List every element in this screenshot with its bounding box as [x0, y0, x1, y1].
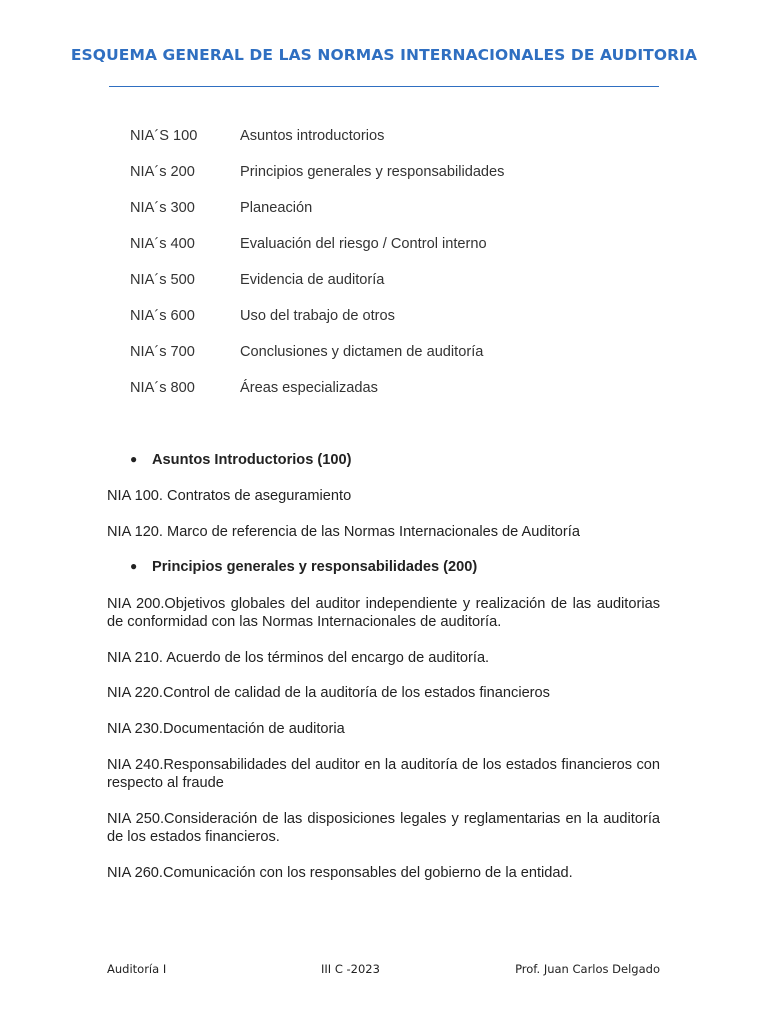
index-label: Evidencia de auditoría: [240, 272, 385, 288]
nia-item: NIA 240.Responsabilidades del auditor en la auditoría de los estados financieros con respecto al fraude: [107, 757, 660, 791]
title-underline: [109, 86, 659, 87]
index-label: Conclusiones y dictamen de auditoría: [240, 344, 484, 360]
nia-item: NIA 200.Objetivos globales del auditor independiente y realización de las auditorias de conformidad con las Normas Internacionales de auditoría.: [107, 596, 660, 630]
index-label: Evaluación del riesgo / Control interno: [240, 236, 487, 252]
footer-professor: Prof. Juan Carlos Delgado: [515, 962, 660, 976]
nia-item: NIA 220.Control de calidad de la auditoría de los estados financieros: [107, 685, 550, 701]
index-code: NIA´s 500: [130, 272, 195, 288]
index-code: NIA´s 700: [130, 344, 195, 360]
index-label: Planeación: [240, 200, 313, 216]
index-code: NIA´s 800: [130, 380, 195, 396]
index-label: Principios generales y responsabilidades: [240, 164, 505, 180]
index-code: NIA´s 300: [130, 200, 195, 216]
bullet-icon: ●: [130, 559, 138, 573]
section-heading-text: Principios generales y responsabilidades (200): [152, 559, 478, 575]
nia-item: NIA 250.Consideración de las disposiciones legales y reglamentarias en la auditoría de los estados financieros.: [107, 811, 660, 845]
nia-item: NIA 120. Marco de referencia de las Normas Internacionales de Auditoría: [107, 524, 580, 540]
footer-period: III C -2023: [321, 962, 380, 976]
nia-item: NIA 260.Comunicación con los responsables del gobierno de la entidad.: [107, 865, 573, 881]
nia-item: NIA 230.Documentación de auditoria: [107, 721, 345, 737]
index-code: NIA´s 400: [130, 236, 195, 252]
nia-item: NIA 100. Contratos de aseguramiento: [107, 488, 352, 504]
nia-item: NIA 210. Acuerdo de los términos del encargo de auditoría.: [107, 650, 490, 666]
footer-course: Auditoría I: [107, 962, 167, 976]
index-code: NIA´s 200: [130, 164, 195, 180]
index-code: NIA´s 600: [130, 308, 195, 324]
section-heading-text: Asuntos Introductorios (100): [152, 452, 352, 468]
index-code: NIA´S 100: [130, 128, 198, 144]
document-title: ESQUEMA GENERAL DE LAS NORMAS INTERNACIONALES DE AUDITORIA: [70, 46, 698, 64]
bullet-icon: ●: [130, 452, 138, 466]
index-label: Asuntos introductorios: [240, 128, 385, 144]
index-label: Uso del trabajo de otros: [240, 308, 395, 324]
index-label: Áreas especializadas: [240, 380, 378, 396]
